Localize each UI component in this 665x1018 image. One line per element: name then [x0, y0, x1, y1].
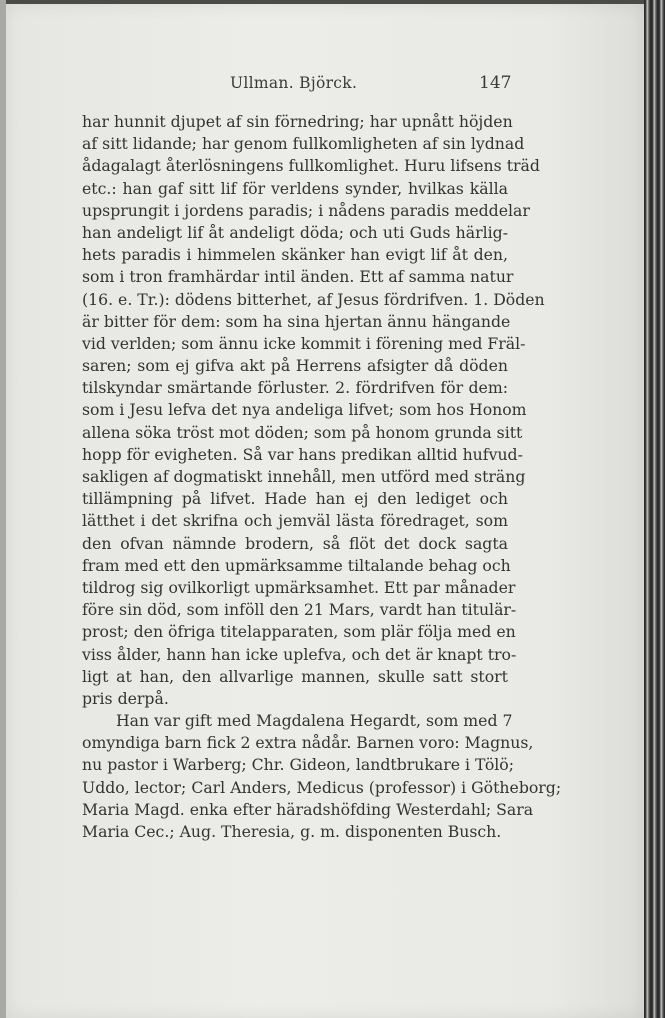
text-line: är bitter för dem: som ha sina hjertan ännu hängande: [82, 311, 511, 331]
text-line: (16. e. Tr.): dödens bitterhet, af Jesus fördrifven. 1. Döden: [82, 289, 545, 309]
text-line: saren; som ej gifva akt på Herrens afsigter då döden: [82, 356, 508, 376]
body-text: [82, 111, 562, 843]
text-line: viss ålder, hann han icke uplefva, och det är knapt tro-: [82, 644, 517, 664]
text-line: fram med ett den upmärksamme tiltalande behag och: [82, 555, 511, 575]
text-line: har hunnit djupet af sin förnedring; har upnått höjden: [82, 112, 513, 131]
text-line: pris derpå.: [82, 688, 169, 708]
text-line: Uddo, lector; Carl Anders, Medicus (professor) i Götheborg;: [82, 777, 562, 797]
text-line: Maria Cec.; Aug. Theresia, g. m. disponenten Busch.: [82, 822, 502, 841]
text-line: lätthet i det skrifna och jemväl lästa föredraget, som: [82, 511, 508, 531]
text-line: som i Jesu lefva det nya andeliga lifvet; som hos Honom: [82, 400, 527, 420]
text-line: tilskyndar smärtande förluster. 2. fördrifven för dem:: [82, 378, 508, 398]
running-head: Ullman. Björck.: [230, 74, 358, 92]
text-line: tillämpning på lifvet. Hade han ej den lediget och: [82, 489, 508, 509]
text-line: den ofvan nämnde brodern, så flöt det dock sagta: [82, 533, 508, 553]
text-line: allena söka tröst mot döden; som på honom grunda sitt: [82, 422, 523, 442]
page-number: 147: [479, 73, 512, 93]
paragraph-1: [82, 111, 545, 710]
text-line: Han var gift med Magdalena Hegardt, som med 7: [116, 711, 513, 731]
text-line: omyndiga barn fick 2 extra nådår. Barnen voro: Magnus,: [82, 733, 534, 753]
text-line: han andeligt lif åt andeligt döda; och uti Guds härlig-: [82, 222, 508, 242]
page-header: [0, 74, 665, 98]
text-line: nu pastor i Warberg; Chr. Gideon, landtbrukare i Tölö;: [82, 755, 515, 775]
text-line: som i tron framhärdar intil änden. Ett af samma natur: [82, 267, 514, 287]
text-line: ådagalagt återlösningens fullkomlighet. Huru lifsens träd: [82, 156, 540, 176]
paragraph-2: [82, 710, 562, 843]
text-line: af sitt lidande; har genom fullkomligheten af sin lydnad: [82, 134, 525, 154]
text-line: tildrog sig ovilkorligt upmärksamhet. Ett par månader: [82, 577, 516, 597]
text-line: före sin död, som inföll den 21 Mars, vardt han titulär-: [82, 600, 517, 620]
text-line: hopp för evigheten. Så var hans predikan alltid hufvud-: [82, 444, 523, 464]
text-line: hets paradis i himmelen skänker han evigt lif åt den,: [82, 245, 508, 265]
text-line: prost; den öfriga titelapparaten, som plär följa med en: [82, 622, 516, 642]
text-line: ligt at han, den allvarlige mannen, skulle satt stort: [82, 666, 508, 686]
text-line: vid verlden; som ännu icke kommit i förening med Fräl-: [82, 333, 526, 353]
text-line: sakligen af dogmatiskt innehåll, men utförd med sträng: [82, 467, 526, 486]
text-line: Maria Magd. enka efter häradshöfding Westerdahl; Sara: [82, 799, 534, 819]
text-line: etc.: han gaf sitt lif för verldens synder, hvilkas källa: [82, 178, 508, 198]
page-stack-edge: [644, 0, 665, 1018]
text-line: upsprungit i jordens paradis; i nådens paradis meddelar: [82, 200, 530, 220]
